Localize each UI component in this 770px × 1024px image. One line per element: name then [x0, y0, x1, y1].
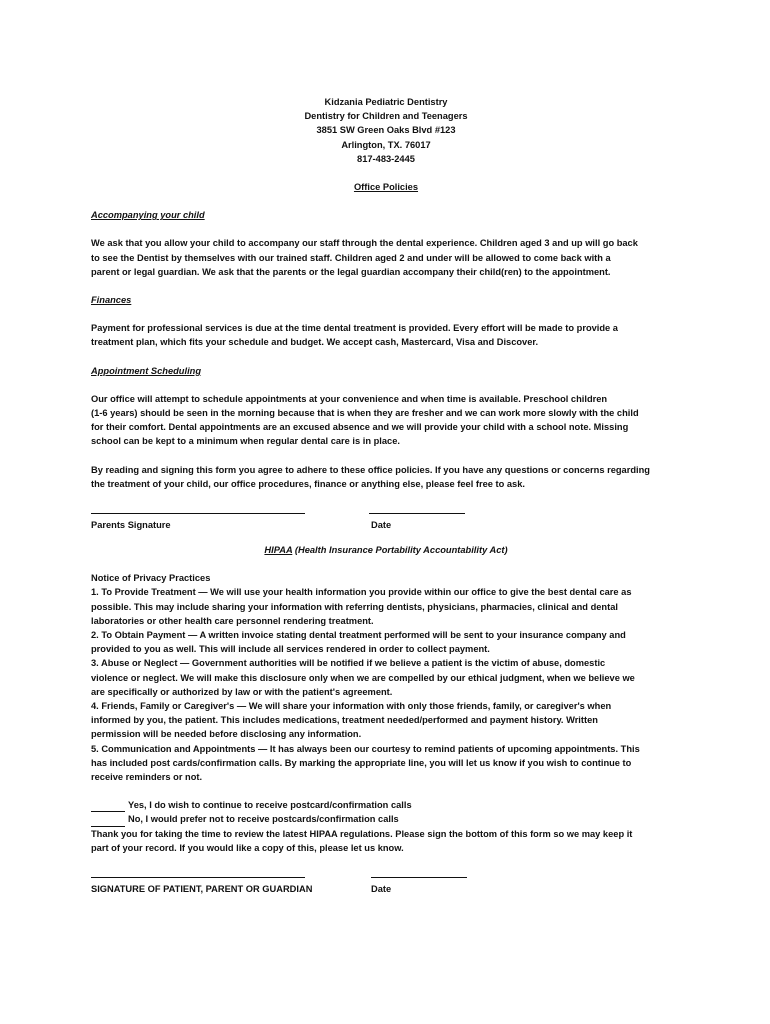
body-line: parent or legal guardian. We ask that the parents or the legal guardian accompany their child(ren) to the appointment.	[91, 266, 611, 277]
notice-line: 4. Friends, Family or Caregiver's — We will share your information with only those friends, family, or caregiver's when	[91, 701, 612, 712]
no-checkline[interactable]	[91, 815, 125, 827]
parent-date-label: Date	[371, 519, 392, 530]
patient-signature-label: SIGNATURE OF PATIENT, PARENT OR GUARDIAN	[91, 884, 313, 895]
notice-line: informed by you, the patient. This includes medications, treatment needed/performed and payment history. Written	[91, 715, 598, 726]
body-line: Payment for professional services is due at the time dental treatment is provided. Every effort will be made to provide a	[91, 323, 618, 334]
section-heading-finances: Finances	[91, 294, 132, 305]
body-line: school can be kept to a minimum when regular dental care is in place.	[91, 436, 400, 447]
practice-tagline: Dentistry for Children and Teenagers	[304, 111, 468, 122]
hipaa-heading	[91, 543, 681, 557]
notice-line: Notice of Privacy Practices	[91, 573, 211, 584]
patient-date-line[interactable]	[371, 877, 467, 878]
section-heading-accompanying: Accompanying your child	[91, 210, 205, 221]
practice-city: Arlington, TX. 76017	[341, 139, 431, 150]
practice-phone: 817-483-2445	[357, 153, 415, 164]
hipaa-acronym: HIPAA	[264, 544, 293, 555]
parent-signature-row	[91, 505, 691, 535]
privacy-notice	[91, 571, 691, 784]
agreement-paragraph	[91, 463, 691, 491]
parent-signature-label: Parents Signature	[91, 519, 171, 530]
document-page	[91, 95, 691, 899]
parent-date-line[interactable]	[369, 513, 465, 514]
notice-line: possible. This may include sharing your information with referring dentists, physicians, pharmacies, clinical and dental	[91, 601, 618, 612]
reminder-option-no	[91, 812, 691, 826]
reminder-option-yes	[91, 798, 691, 812]
page-title: Office Policies	[353, 181, 419, 192]
notice-line: are specifically or authorized by law or with the patient's agreement.	[91, 686, 393, 697]
patient-signature-row	[91, 869, 691, 899]
body-line: By reading and signing this form you agree to adhere to these office policies. If you have any questions or concerns regarding	[91, 464, 650, 475]
body-line: treatment plan, which fits your schedule and budget. We accept cash, Mastercard, Visa and Discover.	[91, 337, 539, 348]
reminder-yes-label: Yes, I do wish to continue to receive postcard/confirmation calls	[128, 800, 412, 811]
yes-checkline[interactable]	[91, 800, 125, 812]
notice-line: violence or neglect. We will make this disclosure only when we are compelled by our ethical judgment, when we believe we	[91, 672, 635, 683]
section-body-accompanying	[91, 236, 691, 279]
section-body-finances	[91, 321, 691, 349]
body-line: (1-6 years) should be seen in the morning because that is when they are fresher and we can work more slowly with the child	[91, 407, 639, 418]
patient-signature-line[interactable]	[91, 877, 305, 878]
notice-line: permission will be needed before disclosing any information.	[91, 729, 362, 740]
body-line: the treatment of your child, our office procedures, finance or anything else, please feel free to ask.	[91, 478, 525, 489]
body-line: to see the Dentist by themselves with our trained staff. Children aged 2 and under will be allowed to come back with a	[91, 252, 611, 263]
practice-header	[91, 95, 681, 166]
practice-street: 3851 SW Green Oaks Blvd #123	[316, 125, 456, 136]
notice-line: laboratories or other health care personnel rendering treatment.	[91, 615, 374, 626]
section-heading-scheduling: Appointment Scheduling	[91, 365, 202, 376]
body-line: Our office will attempt to schedule appointments at your convenience and when time is available. Preschool children	[91, 393, 608, 404]
section-body-scheduling	[91, 392, 691, 449]
closing-line: part of your record. If you would like a copy of this, please let us know.	[91, 842, 404, 853]
patient-date-label: Date	[371, 884, 392, 895]
practice-name: Kidzania Pediatric Dentistry	[324, 97, 448, 107]
body-line: We ask that you allow your child to accompany our staff through the dental experience. Children aged 3 and up will go back	[91, 238, 638, 249]
notice-line: 3. Abuse or Neglect — Government authorities will be notified if we believe a patient is the victim of abuse, domestic	[91, 658, 606, 669]
notice-line: receive reminders or not.	[91, 772, 203, 783]
hipaa-expansion: (Health Insurance Portability Accountability Act)	[292, 544, 508, 555]
notice-line: 1. To Provide Treatment — We will use your health information you provide within our office to give the best dental care as	[91, 587, 632, 598]
closing-line: Thank you for taking the time to review the latest HIPAA regulations. Please sign the bottom of this form so we may keep it	[91, 828, 633, 839]
notice-line: provided to you as well. This will include all services rendered in order to collect payment.	[91, 644, 490, 655]
body-line: for their comfort. Dental appointments are an excused absence and we will provide your child with a school note. Missing	[91, 422, 629, 433]
notice-line: 2. To Obtain Payment — A written invoice stating dental treatment performed will be sent to your insurance company and	[91, 630, 626, 640]
notice-line: 5. Communication and Appointments — It has always been our courtesy to remind patients of upcoming appointments. This	[91, 743, 640, 754]
reminder-options	[91, 798, 691, 855]
reminder-no-label: No, I would prefer not to receive postcards/confirmation calls	[128, 814, 399, 825]
notice-line: has included post cards/confirmation calls. By marking the appropriate line, you will let us know if you wish to continue to	[91, 757, 632, 768]
parent-signature-line[interactable]	[91, 513, 305, 514]
